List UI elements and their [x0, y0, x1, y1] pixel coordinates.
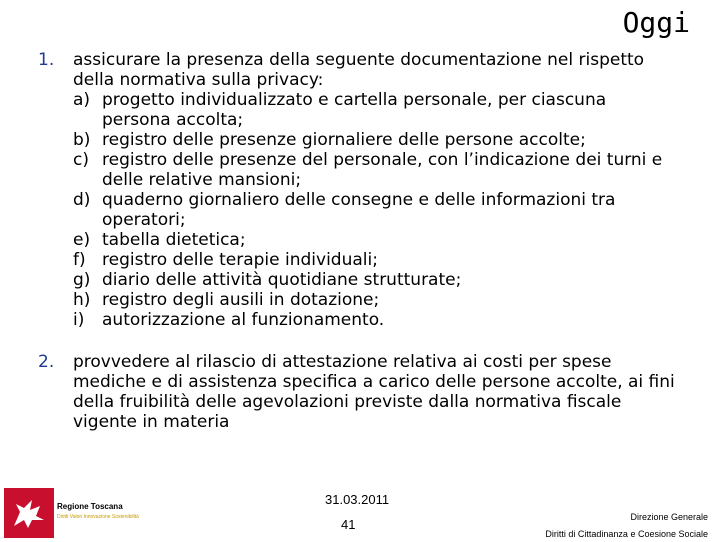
subitem-text: diario delle attività quotidiane strutturate; — [102, 270, 462, 290]
regione-toscana-logo — [4, 488, 164, 538]
footer-date: 31.03.2011 — [325, 492, 390, 507]
subitem-label: e) — [73, 230, 91, 250]
subitem-text: registro delle presenze giornaliere delle persone accolte; — [102, 130, 586, 150]
subitem-text: progetto individualizzato e cartella personale, per ciascuna persona accolta; — [102, 90, 607, 130]
subitem-text: registro delle presenze del personale, con l’indicazione dei turni e delle relative mansioni; — [102, 150, 663, 190]
subitem-label: a) — [73, 90, 91, 110]
page-number: 41 — [341, 517, 356, 532]
logo-name: Regione Toscana — [57, 502, 123, 511]
subitem-label: f) — [73, 250, 86, 270]
subitem-i — [73, 310, 678, 330]
subitem-label: c) — [73, 150, 89, 170]
subitem-label: g) — [73, 270, 91, 290]
subitem-text: registro degli ausili in dotazione; — [102, 290, 380, 310]
subitem-text: quaderno giornaliero delle consegne e delle informazioni tra operatori; — [102, 190, 616, 230]
department-line-1: Direzione Generale — [630, 512, 708, 522]
item-number: 1. — [38, 50, 55, 70]
subitem-f — [73, 250, 678, 270]
subitem-text: registro delle terapie individuali; — [102, 250, 378, 270]
slide-title: Oggi — [622, 6, 690, 39]
subitem-b — [73, 130, 678, 150]
subitem-text: tabella dietetica; — [102, 230, 246, 250]
department-line-2: Diritti di Cittadinanza e Coesione Sociale — [545, 529, 708, 539]
list-item-2 — [38, 352, 678, 432]
subitem-label: b) — [73, 130, 91, 150]
subitem-g — [73, 270, 678, 290]
list-item-1 — [38, 50, 678, 330]
slide-content — [38, 50, 678, 432]
pegasus-icon — [4, 488, 54, 538]
item-number: 2. — [38, 352, 55, 372]
item-text: provvedere al rilascio di attestazione relativa ai costi per spese mediche e di assistenza specifica a carico delle persone accolte, ai fini della fruibilità delle agevolazioni previste dalla normativa fiscale vigente in materia — [73, 352, 675, 432]
logo-tagline: Diritti Valori Innovazione Sostenibilità — [57, 514, 139, 520]
subitem-a — [73, 90, 678, 130]
subitem-label: h) — [73, 290, 91, 310]
subitem-h — [73, 290, 678, 310]
subitem-c — [73, 150, 678, 190]
subitem-e — [73, 230, 678, 250]
subitem-label: d) — [73, 190, 91, 210]
subitem-d — [73, 190, 678, 230]
item-text: assicurare la presenza della seguente documentazione nel rispetto della normativa sulla privacy: — [73, 50, 645, 90]
subitem-text: autorizzazione al funzionamento. — [102, 310, 385, 330]
subitem-label: i) — [73, 310, 85, 330]
